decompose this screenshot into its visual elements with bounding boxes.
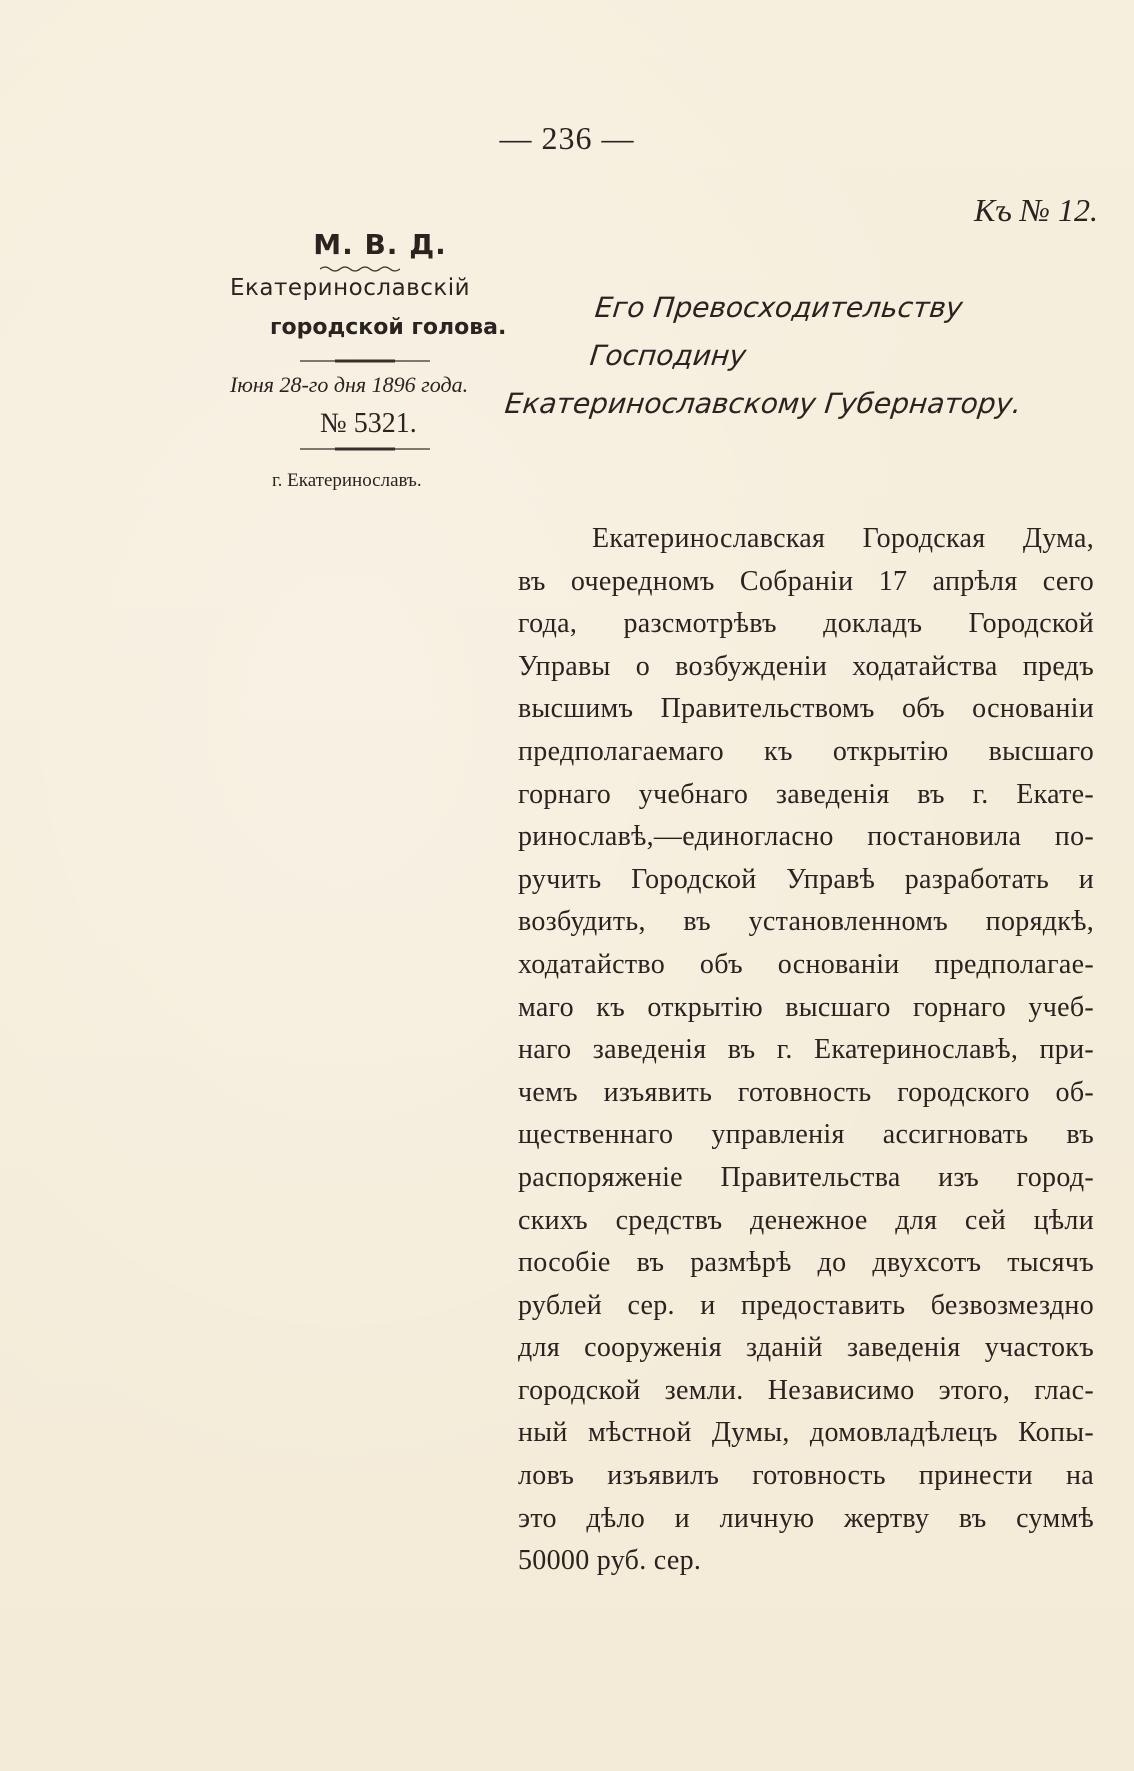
office-title-line1: Екатеринославскій bbox=[230, 275, 471, 301]
body-line: рублей сер. и предоставить безвозмездно bbox=[518, 1289, 1094, 1321]
body-line: ловъ изъявилъ готовность принести на bbox=[518, 1460, 1094, 1492]
body-line: высшимъ Правительствомъ объ основаніи bbox=[518, 693, 1094, 725]
body-line: наго заведенія въ г. Екатеринославѣ, при- bbox=[518, 1034, 1094, 1066]
body-line: Управы о возбужденіи ходатайства предъ bbox=[518, 650, 1094, 682]
body-line: года, разсмотрѣвъ докладъ Городской bbox=[518, 608, 1094, 640]
body-line: ручить Городской Управѣ разработать и bbox=[518, 863, 1094, 895]
addressee-line2: Екатеринославскому Губернатору. bbox=[503, 387, 1024, 420]
ornament-wave-icon bbox=[320, 265, 400, 273]
document-place: г. Екатеринославъ. bbox=[272, 470, 422, 491]
body-line: пособіе въ размѣрѣ до двухсотъ тысячъ bbox=[518, 1247, 1094, 1279]
document-date: Іюня 28-го дня 1896 года. bbox=[230, 372, 469, 397]
body-line: чемъ изъявить готовность городского об- bbox=[518, 1076, 1094, 1108]
body-line: маго къ открытію высшаго горнаго учеб- bbox=[518, 991, 1094, 1023]
body-line: Екатеринославская Городская Дума, bbox=[592, 523, 1094, 554]
reference-number: Къ № 12. bbox=[973, 192, 1098, 228]
body-paragraph bbox=[518, 518, 1094, 1583]
body-line: возбудить, въ установленномъ порядкѣ, bbox=[518, 906, 1094, 938]
ministry-abbreviation: М. В. Д. bbox=[313, 228, 447, 261]
body-line: ходатайство объ основаніи предполагае- bbox=[518, 948, 1094, 980]
divider-rule-icon bbox=[300, 358, 430, 364]
office-title-line2: городской голова. bbox=[270, 315, 507, 340]
letterhead bbox=[220, 228, 520, 492]
divider-rule-icon bbox=[300, 446, 430, 452]
body-line: скихъ средствъ денежное для сей цѣли bbox=[518, 1204, 1094, 1236]
body-line: въ очередномъ Собраніи 17 апрѣля сего bbox=[518, 565, 1094, 597]
body-line: это дѣло и личную жертву въ суммѣ bbox=[518, 1502, 1094, 1534]
body-line: распоряженіе Правительства изъ город- bbox=[518, 1161, 1094, 1193]
body-line: ринославѣ,—единогласно постановила по- bbox=[518, 821, 1094, 853]
addressee bbox=[503, 284, 1112, 428]
addressee-line1: Его Превосходительству Господину bbox=[588, 291, 965, 372]
body-line: для сооруженія зданій заведенія участокъ bbox=[518, 1332, 1094, 1364]
document-number: № 5321. bbox=[320, 408, 417, 439]
body-line: горнаго учебнаго заведенія въ г. Екате- bbox=[518, 778, 1094, 810]
body-line: ный мѣстной Думы, домовладѣлецъ Копы- bbox=[518, 1417, 1094, 1449]
page-number: — 236 — bbox=[499, 120, 635, 156]
body-line: городской земли. Независимо этого, глас- bbox=[518, 1374, 1094, 1406]
body-line: 50000 руб. сер. bbox=[518, 1545, 702, 1577]
body-line: щественнаго управленія ассигновать въ bbox=[518, 1119, 1094, 1151]
body-line: предполагаемаго къ открытію высшаго bbox=[518, 735, 1094, 767]
